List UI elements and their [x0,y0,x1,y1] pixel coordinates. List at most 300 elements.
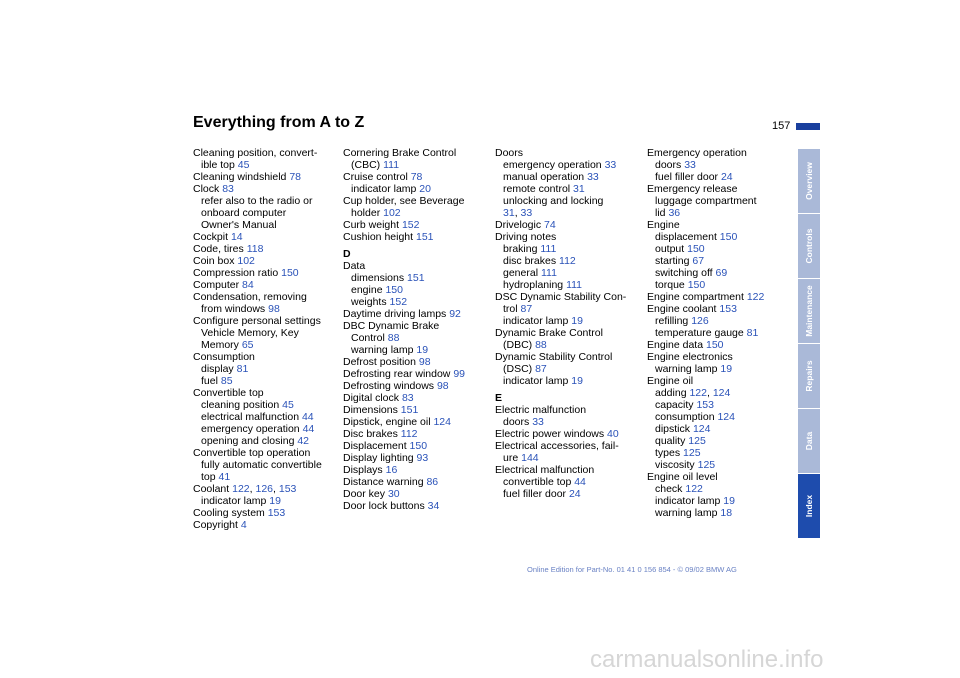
index-entry [193,507,333,519]
index-entry-text: (DBC) [503,339,533,351]
index-entry [495,488,635,500]
index-entry: Coolant 122, 126, 153 [193,483,297,495]
index-entry-text: types [655,447,681,459]
page-reference-link[interactable]: 4 [240,519,247,531]
index-entry-text: Electric malfunction [495,404,587,416]
index-entry: adding 122, 124 [655,387,731,399]
tab-label: Repairs [804,360,814,392]
index-entry [647,171,787,183]
page-reference-link[interactable]: 33 [684,159,696,171]
index-entry [193,243,333,255]
page-reference-link[interactable]: 124 [692,423,711,435]
page-reference-link[interactable]: 111 [383,159,400,171]
index-entry-text: Cooling system [193,507,265,519]
page-title: Everything from A to Z [193,114,365,131]
index-entry [647,399,787,411]
index-entry [193,519,333,531]
index-entry-text: Engine data [647,339,704,351]
index-entry [343,171,483,183]
index-entry-text: Control [351,332,385,344]
page-reference-link[interactable]: 44 [302,423,315,435]
index-entry [647,471,787,483]
index-entry [495,231,635,243]
page-reference-link[interactable]: 102 [383,207,401,219]
page-reference-link[interactable]: 111 [566,279,583,291]
index-entry [193,459,333,471]
index-entry [495,147,635,159]
index-entry [343,320,483,332]
page-reference-link[interactable]: 24 [720,171,733,183]
index-entry [193,471,333,483]
page-reference-link[interactable]: 40 [607,428,619,440]
page-reference-link[interactable]: 144 [521,452,539,464]
index-entry-text: Drivelogic [495,219,542,231]
index-entry-text: dipstick [655,423,691,435]
index-entry-text: Memory [201,339,239,351]
page-reference-link[interactable]: 67 [692,255,705,267]
tab-controls[interactable] [798,214,820,278]
index-entry-text: opening and closing [201,435,295,447]
page-reference-link[interactable]: 150 [687,243,705,255]
page-number: 157 [772,120,791,132]
page-reference-link[interactable]: 88 [387,332,400,344]
index-entry-text: indicator lamp [503,315,569,327]
page-reference-link[interactable]: 42 [297,435,310,447]
index-entry [193,219,333,231]
index-entry: 31, 33 [503,207,533,219]
index-entry-text: Condensation, removing [193,291,307,303]
index-entry [193,291,333,303]
page-reference-link[interactable]: 45 [282,399,294,411]
index-entry [193,375,333,387]
tab-repairs[interactable] [798,344,820,408]
index-entry [193,399,333,411]
index-entry [343,296,483,308]
index-entry [647,159,787,171]
page-reference-link[interactable]: 151 [415,231,434,243]
page-reference-link[interactable]: 153 [267,507,286,519]
index-letter-heading [343,248,483,260]
index-entry [495,416,635,428]
page-reference-link[interactable]: 19 [571,315,583,327]
index-entry-text: Cup holder, see Beverage [343,195,465,207]
index-entry [343,476,483,488]
index-entry-text: Electrical accessories, fail- [495,440,619,452]
index-entry-text: holder [351,207,381,219]
index-entry-text: Computer [193,279,240,291]
index-entry [343,183,483,195]
index-entry-text: Disc brakes [343,428,398,440]
page-reference-link[interactable]: 150 [719,231,738,243]
index-entry [193,435,333,447]
index-entry [193,387,333,399]
page-reference-link[interactable]: 30 [387,488,400,500]
index-entry-text: Electrical malfunction [495,464,595,476]
index-entry [647,243,787,255]
page-reference-link[interactable]: 122 [685,483,703,495]
page-reference-link[interactable]: 84 [242,279,254,291]
page-reference-link[interactable]: 98 [268,303,280,315]
page-reference-link[interactable]: 14 [230,231,243,243]
page-reference-link[interactable]: 74 [544,219,556,231]
index-entry-text: emergency operation [503,159,602,171]
page-reference-link[interactable]: 126 [691,315,709,327]
index-entry-text: displacement [655,231,717,243]
page-reference-link[interactable]: 41 [218,471,231,483]
index-entry [193,363,333,375]
page-reference-link[interactable]: 112 [559,255,576,267]
index-entry [193,411,333,423]
page-reference-link[interactable]: 124 [712,387,731,399]
page-reference-link[interactable]: 153 [278,483,297,495]
index-entry [193,279,333,291]
index-entry-text: fuel filler door [503,488,567,500]
index-entry-text: doors [503,416,530,428]
page-reference-link[interactable]: 112 [400,428,418,440]
index-entry [647,279,787,291]
index-entry-text: indicator lamp [201,495,267,507]
page-reference-link[interactable]: 33 [587,171,599,183]
page-reference-link[interactable]: 45 [237,159,250,171]
index-entry-text: Door key [343,488,386,500]
index-entry-text: Engine electronics [647,351,733,363]
index-entry-text: check [655,483,683,495]
index-entry-text: Copyright [193,519,238,531]
index-entry [495,219,635,231]
index-entry [343,500,483,512]
index-entry-text: E [495,392,503,404]
index-column-4 [647,147,787,519]
index-entry [647,339,787,351]
index-entry [343,332,483,344]
index-entry-text: Cleaning windshield [193,171,287,183]
index-entry [343,260,483,272]
page-reference-link[interactable]: 111 [540,267,557,279]
page-reference-link[interactable]: 98 [418,356,431,368]
page-reference-link[interactable]: 152 [401,219,420,231]
index-entry [495,452,635,464]
page-reference-link[interactable]: 88 [535,339,547,351]
page-reference-link[interactable]: 151 [407,272,425,284]
page-reference-link[interactable]: 87 [535,363,547,375]
page-reference-link[interactable]: 16 [385,464,398,476]
index-entry [343,416,483,428]
page-reference-link[interactable]: 86 [426,476,439,488]
index-entry [647,147,787,159]
index-entry-text: Cornering Brake Control [343,147,457,159]
index-entry [193,207,333,219]
index-entry-text: Engine compartment [647,291,744,303]
index-entry-text: DSC Dynamic Stability Con- [495,291,627,303]
index-entry [193,195,333,207]
page-reference-link[interactable]: 33 [520,207,533,219]
index-entry-text: Emergency operation [647,147,747,159]
index-entry-text: Engine coolant [647,303,717,315]
index-column-3 [495,147,635,500]
index-entry [193,147,333,159]
index-entry-text: general [503,267,539,279]
index-entry [193,303,333,315]
index-entry [343,440,483,452]
index-letter-heading [495,392,635,404]
page-reference-link[interactable]: 78 [289,171,302,183]
index-entry [495,339,635,351]
page-number-bar [796,123,820,130]
page-reference-link[interactable]: 150 [687,279,706,291]
index-entry-text: warning lamp [655,507,718,519]
index-entry-text: Dynamic Stability Control [495,351,613,363]
index-entry-text: Engine oil [647,375,694,387]
page-reference-link[interactable]: 150 [409,440,428,452]
tab-label: Index [804,494,814,518]
index-entry [343,452,483,464]
index-entry [343,272,483,284]
index-entry [647,351,787,363]
index-entry-text: hydroplaning [503,279,564,291]
index-entry [495,327,635,339]
index-entry [495,303,635,315]
index-entry [647,195,787,207]
index-entry-text: viscosity [655,459,695,471]
index-entry-text: trol [503,303,518,315]
index-entry [193,351,333,363]
index-entry-text: Engine oil level [647,471,718,483]
page-reference-link[interactable]: 111 [540,243,557,255]
index-entry-text: Defrosting rear window [343,368,451,380]
page-reference-link[interactable]: 118 [246,243,264,255]
page-reference-link[interactable]: 81 [746,327,759,339]
index-entry [495,243,635,255]
page-reference-link[interactable]: 36 [668,207,681,219]
index-entry-text: adding [655,387,687,399]
index-entry [647,435,787,447]
index-entry [343,219,483,231]
index-entry-text: doors [655,159,682,171]
index-entry [495,171,635,183]
page-reference-link[interactable]: 102 [237,255,255,267]
page-reference-link[interactable]: 98 [436,380,449,392]
index-entry [495,255,635,267]
index-entry [343,159,483,171]
page-reference-link[interactable]: 19 [571,375,583,387]
index-entry-text: Doors [495,147,524,159]
index-entry [495,183,635,195]
index-entry-text: Emergency release [647,183,738,195]
index-entry-text: Owner's Manual [201,219,277,231]
index-entry-text: torque [655,279,685,291]
tab-overview[interactable] [798,149,820,213]
index-entry [647,207,787,219]
index-entry-text: top [201,471,216,483]
index-entry [193,255,333,267]
page-reference-link[interactable]: 18 [720,507,733,519]
tab-index[interactable] [798,474,820,538]
index-entry [647,423,787,435]
page-reference-link[interactable]: 19 [720,363,733,375]
page-reference-link[interactable]: 69 [715,267,728,279]
page-reference-link[interactable]: 19 [269,495,281,507]
index-entry-text: cleaning position [201,399,280,411]
page-reference-link[interactable]: 150 [281,267,299,279]
index-entry [343,344,483,356]
page-reference-link[interactable]: 83 [401,392,414,404]
page-reference-link[interactable]: 151 [400,404,419,416]
index-entry-text: indicator lamp [503,375,569,387]
index-entry-text: ible top [201,159,235,171]
index-entry-text: Dipstick, engine oil [343,416,431,428]
page-reference-link[interactable]: 33 [532,416,544,428]
index-entry [495,315,635,327]
index-entry-text: temperature gauge [655,327,744,339]
index-entry-text: Coin box [193,255,235,267]
index-entry-text: Engine [647,219,680,231]
page-reference-link[interactable]: 126 [255,483,274,495]
page-reference-link[interactable]: 122 [232,483,250,495]
index-entry-text: Curb weight [343,219,400,231]
index-entry [647,411,787,423]
index-entry-text: Cushion height [343,231,414,243]
tab-label: Overview [804,162,814,200]
index-entry-text: Configure personal settings [193,315,321,327]
page-reference-link[interactable]: 122 [746,291,765,303]
page-reference-link[interactable]: 31 [503,207,515,219]
page-reference-link[interactable]: 19 [416,344,429,356]
page-reference-link[interactable]: 124 [717,411,735,423]
index-entry [343,231,483,243]
page-reference-link[interactable]: 153 [719,303,737,315]
index-entry [193,327,333,339]
index-column-1 [193,147,333,531]
page-reference-link[interactable]: 125 [697,459,716,471]
index-entry-text: D [343,248,351,260]
index-entry [647,303,787,315]
index-entry-text: Cruise control [343,171,408,183]
page-reference-link[interactable]: 34 [427,500,440,512]
index-entry [343,380,483,392]
index-entry-text: display [201,363,234,375]
page-reference-link[interactable]: 93 [416,452,429,464]
page-reference-link[interactable]: 65 [241,339,254,351]
page-reference-link[interactable]: 125 [688,435,706,447]
index-entry-text: Coolant [193,483,230,495]
index-entry-text: Code, tires [193,243,244,255]
index-entry [343,428,483,440]
index-entry-text: fuel [201,375,218,387]
index-entry-text: Daytime driving lamps [343,308,447,320]
page-reference-link[interactable]: 44 [574,476,586,488]
index-column-2 [343,147,483,512]
index-entry [193,315,333,327]
index-entry-text: Compression ratio [193,267,279,279]
index-entry [343,284,483,296]
page-reference-link[interactable]: 150 [385,284,403,296]
index-entry [193,171,333,183]
index-entry-text: indicator lamp [655,495,721,507]
index-entry [495,440,635,452]
page-reference-link[interactable]: 19 [723,495,735,507]
index-entry [647,447,787,459]
index-entry [495,159,635,171]
page-reference-link[interactable]: 24 [568,488,581,500]
index-entry-text: Cleaning position, convert- [193,147,318,159]
tab-data[interactable] [798,409,820,473]
index-entry-text: switching off [655,267,713,279]
index-entry [193,495,333,507]
index-entry [647,219,787,231]
index-entry [647,495,787,507]
page-reference-link[interactable]: 92 [449,308,461,320]
index-entry-text: Cockpit [193,231,229,243]
page-reference-link[interactable]: 150 [705,339,724,351]
index-entry-text: braking [503,243,538,255]
page-reference-link[interactable]: 83 [222,183,234,195]
index-entry-text: disc brakes [503,255,557,267]
index-entry [193,231,333,243]
index-entry [343,392,483,404]
index-entry-text: manual operation [503,171,585,183]
tab-maintenance[interactable] [798,279,820,343]
tab-label: Maintenance [804,285,814,337]
page-reference-link[interactable]: 99 [453,368,465,380]
index-entry-text: Distance warning [343,476,424,488]
page-reference-link[interactable]: 122 [689,387,707,399]
index-entry [647,291,787,303]
page-reference-link[interactable]: 125 [683,447,701,459]
page-reference-link[interactable]: 152 [389,296,408,308]
page-reference-link[interactable]: 78 [410,171,423,183]
index-entry-text: DBC Dynamic Brake [343,320,440,332]
page-reference-link[interactable]: 153 [696,399,714,411]
index-entry [343,356,483,368]
index-entry-text: Clock [193,183,220,195]
page-reference-link[interactable]: 44 [301,411,314,423]
index-entry-text: fully automatic convertible [201,459,322,471]
index-entry [647,459,787,471]
index-entry-text: Display lighting [343,452,414,464]
page-reference-link[interactable]: 87 [520,303,533,315]
page-reference-link[interactable]: 20 [419,183,431,195]
index-entry [193,159,333,171]
index-entry-text: (DSC) [503,363,533,375]
index-entry-text: dimensions [351,272,405,284]
index-entry-text: Electric power windows [495,428,605,440]
index-entry-text: Consumption [193,351,255,363]
page-reference-link[interactable]: 124 [433,416,451,428]
index-entry-text: Vehicle Memory, Key [201,327,299,339]
index-entry [495,195,635,207]
index-entry [343,404,483,416]
index-entry-text: Driving notes [495,231,557,243]
page-reference-link[interactable]: 31 [573,183,585,195]
index-entry-text: emergency operation [201,423,300,435]
index-entry-text: Defrosting windows [343,380,435,392]
page-reference-link[interactable]: 33 [604,159,617,171]
index-entry-text: output [655,243,685,255]
index-entry [343,488,483,500]
watermark: carmanualsonline.info [590,646,824,673]
index-entry-text: indicator lamp [351,183,417,195]
page-reference-link[interactable]: 81 [236,363,249,375]
index-entry-text: Displays [343,464,383,476]
index-entry [495,428,635,440]
page-reference-link[interactable]: 85 [220,375,233,387]
index-entry [647,315,787,327]
index-entry-text: electrical malfunction [201,411,300,423]
section-tabs [798,149,820,539]
index-entry [647,183,787,195]
index-entry [647,483,787,495]
index-entry [647,267,787,279]
